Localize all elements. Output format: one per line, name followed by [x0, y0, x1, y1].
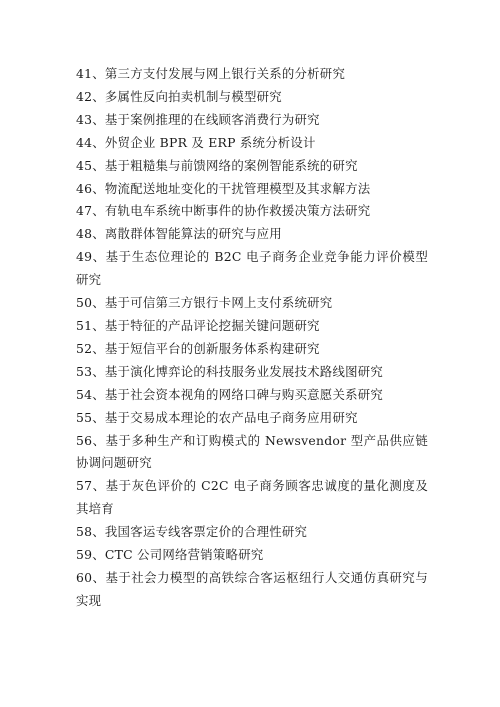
list-item: 51、基于特征的产品评论挖掘关键问题研究: [76, 317, 320, 333]
list-item: 57、基于灰色评价的 C2C 电子商务顾客忠诚度的量化测度及其培育: [76, 478, 428, 517]
list-item: 59、CTC 公司网络营销策略研究: [76, 547, 264, 563]
list-item: 41、第三方支付发展与网上银行关系的分析研究: [76, 66, 346, 81]
list-item: 49、基于生态位理论的 B2C 电子商务企业竞争能力评价模型研究: [76, 249, 428, 288]
list-item: 47、有轨电车系统中断事件的协作救援决策方法研究: [76, 203, 371, 219]
list-item: 54、基于社会资本视角的网络口碑与购买意愿关系研究: [76, 386, 384, 402]
list-item: 56、基于多种生产和订购模式的 Newsvendor 型产品供应链协调问题研究: [76, 432, 428, 471]
list-item: 45、基于粗糙集与前馈网络的案例智能系统的研究: [76, 157, 358, 173]
thesis-topic-list: [76, 63, 428, 613]
list-item: 43、基于案例推理的在线顾客消费行为研究: [76, 111, 320, 127]
list-item: 60、基于社会力模型的高铁综合客运枢纽行人交通仿真研究与实现: [76, 569, 428, 608]
list-item: 50、基于可信第三方银行卡网上支付系统研究: [76, 295, 333, 311]
list-item: 55、基于交易成本理论的农产品电子商务应用研究: [76, 409, 358, 425]
list-item: 53、基于演化博弈论的科技服务业发展技术路线图研究: [76, 363, 384, 379]
list-item: 42、多属性反向拍卖机制与模型研究: [76, 88, 282, 104]
list-item: 52、基于短信平台的创新服务体系构建研究: [76, 340, 320, 356]
list-item: 46、物流配送地址变化的干扰管理模型及其求解方法: [76, 180, 371, 196]
list-item: 44、外贸企业 BPR 及 ERP 系统分析设计: [76, 134, 316, 150]
list-item: 58、我国客运专线客票定价的合理性研究: [76, 524, 308, 540]
list-item: 48、离散群体智能算法的研究与应用: [76, 226, 282, 242]
